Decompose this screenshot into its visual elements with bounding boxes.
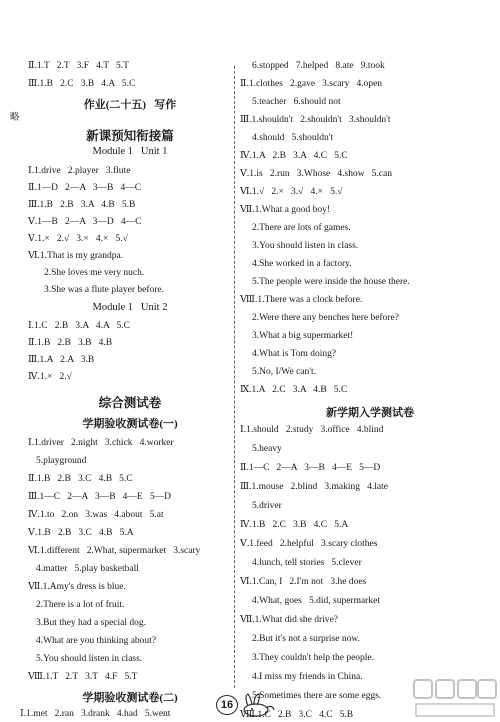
answer-line: Ⅵ.1.√ 2.× 3.√ 4.× 5.√ bbox=[240, 187, 343, 197]
answer-line: 4.She worked in a factory. bbox=[252, 259, 352, 269]
answer-line: 4.What are you thinking about? bbox=[36, 636, 157, 646]
answer-line: Ⅲ.1.shouldn't 2.shouldn't 3.shouldn't bbox=[240, 115, 391, 125]
answer-line: Ⅷ.1.T 2.T 3.T 4.F 5.T bbox=[28, 672, 138, 682]
answer-line: 2.But it's not a surprise now. bbox=[252, 634, 360, 644]
answer-line: 5.heavy bbox=[252, 444, 282, 454]
answer-line: Ⅷ.1.C 2.B 3.C 4.C 5.B bbox=[240, 710, 354, 720]
answer-line: 5.teacher 6.should not bbox=[252, 97, 341, 107]
answer-line: 6.stopped 7.helped 8.ate 9.took bbox=[252, 61, 385, 71]
answer-line: Ⅳ.1.A 2.B 3.A 4.C 5.C bbox=[240, 151, 348, 161]
answer-line: 2.She loves me very nuch. bbox=[44, 268, 145, 278]
answer-line: Ⅲ.1.mouse 2.blind 3.making 4.late bbox=[240, 482, 388, 492]
section-heading: 新学期入学测试卷 bbox=[326, 407, 414, 419]
answer-line: 3.But they had a special dog. bbox=[36, 618, 147, 628]
answer-line: Ⅴ.1—B 2—A 3—D 4—C bbox=[28, 217, 142, 227]
answer-line: 5.You should listen in class. bbox=[36, 654, 143, 664]
section-heading: 综合测试卷 bbox=[98, 396, 162, 410]
answer-line: Ⅴ.1.feed 2.helpful 3.scary clothes bbox=[240, 539, 378, 549]
answer-line: Ⅱ.1—C 2—A 3—B 4—E 5—D bbox=[240, 463, 381, 473]
answer-line: Ⅱ.1.B 2.B 3.C 4.B 5.C bbox=[28, 474, 133, 484]
answer-line: 5.Sometimes there are some eggs. bbox=[252, 691, 382, 701]
section-heading: 学期验收测试卷(一) bbox=[82, 418, 178, 430]
section-heading: 新课预知衔接篇 bbox=[86, 129, 174, 143]
page-footer bbox=[212, 692, 282, 718]
answer-line: 4.matter 5.play basketball bbox=[36, 564, 139, 574]
answer-line: 5.driver bbox=[252, 501, 282, 511]
answer-line: 5.The people were inside the house there. bbox=[252, 277, 410, 287]
watermark-logo-icon bbox=[412, 676, 498, 720]
answer-line: Ⅲ.1—C 2—A 3—B 4—E 5—D bbox=[28, 492, 171, 502]
answer-line: 4.should 5.shouldn't bbox=[252, 133, 334, 143]
answer-line: Ⅸ.1.A 2.C 3.A 4.B 5.C bbox=[240, 385, 348, 395]
answer-line: 5.No, I/We can't. bbox=[252, 367, 316, 377]
page-number: 16 bbox=[216, 695, 238, 715]
section-heading: Module 1 Unit 2 bbox=[92, 302, 168, 313]
answer-line: Ⅰ.1.drive 2.player 3.flute bbox=[28, 166, 131, 176]
bunny-mascot-icon bbox=[238, 692, 278, 718]
answer-line: Ⅴ.1.is 2.run 3.Whose 4.show 5.can bbox=[240, 169, 392, 179]
answer-line: Ⅲ.1.B 2.B 3.A 4.B 5.B bbox=[28, 200, 136, 210]
answer-line: 2.There are lots of games. bbox=[252, 223, 351, 233]
answer-line: Ⅱ.1.B 2.B 3.B 4.B bbox=[28, 338, 113, 348]
answer-line: Ⅳ.1.B 2.C 3.B 4.C 5.A bbox=[240, 520, 349, 530]
answer-line: 2.There is a lot of fruit. bbox=[36, 600, 125, 610]
answer-line: 略 bbox=[10, 113, 20, 123]
answer-line: Ⅲ.1.B 2.C 3.B 4.A 5.C bbox=[28, 79, 136, 89]
answer-line: Ⅶ.1.What a good boy! bbox=[240, 205, 331, 215]
answer-line: 3.They couldn't help the people. bbox=[252, 653, 375, 663]
answer-line: 4.What, goes 5.did, supermarket bbox=[252, 596, 380, 606]
answer-line: 3.She was a flute player before. bbox=[44, 285, 165, 295]
answer-line: 2.Were there any benches here before? bbox=[252, 313, 399, 323]
answer-line: Ⅵ.1.Can, I 2.I'm not 3.he does bbox=[240, 577, 367, 587]
answer-line: 4.What is Tom doing? bbox=[252, 349, 337, 359]
answer-line: Ⅰ.1.met 2.ran 3.drank 4.had 5.went bbox=[20, 709, 171, 719]
section-heading: Module 1 Unit 1 bbox=[92, 146, 168, 157]
answer-line: 4.lunch, tell stories 5.clever bbox=[252, 558, 362, 568]
answer-line: Ⅰ.1.C 2.B 3.A 4.A 5.C bbox=[28, 321, 130, 331]
answer-line: 4.I miss my friends in China. bbox=[252, 672, 363, 682]
answer-line: Ⅲ.1.A 2.A 3.B bbox=[28, 355, 95, 365]
answer-line: Ⅶ.1.Amy's dress is blue. bbox=[28, 582, 126, 592]
answer-line: Ⅷ.1.There was a clock before. bbox=[240, 295, 363, 305]
answer-line: 5.playground bbox=[36, 456, 87, 466]
answer-line: Ⅳ.1.to 2.on 3.was 4.about 5.at bbox=[28, 510, 164, 520]
answer-line: 3.What a big supermarket! bbox=[252, 331, 354, 341]
answer-line: Ⅱ.1—D 2—A 3—B 4—C bbox=[28, 183, 142, 193]
section-heading: 作业(二十五) 写作 bbox=[83, 99, 177, 111]
section-heading: 学期验收测试卷(二) bbox=[82, 692, 178, 704]
answer-line: Ⅱ.1.T 2.T 3.F 4.T 5.T bbox=[28, 61, 129, 71]
answer-line: Ⅵ.1.different 2.What, supermarket 3.scary bbox=[28, 546, 201, 556]
answer-line: Ⅰ.1.should 2.study 3.office 4.blind bbox=[240, 425, 384, 435]
answer-line: Ⅰ.1.driver 2.night 3.chick 4.worker bbox=[28, 438, 174, 448]
answer-line: Ⅴ.1.B 2.B 3.C 4.B 5.A bbox=[28, 528, 134, 538]
column-divider bbox=[234, 66, 235, 688]
answer-line: 3.You should listen in class. bbox=[252, 241, 359, 251]
answer-line: Ⅵ.1.That is my grandpa. bbox=[28, 251, 124, 261]
answer-line: Ⅴ.1.× 2.√ 3.× 4.× 5.√ bbox=[28, 234, 128, 244]
answer-line: Ⅶ.1.What did she drive? bbox=[240, 615, 338, 625]
answer-line: Ⅱ.1.clothes 2.gave 3.scary 4.open bbox=[240, 79, 383, 89]
answer-line: Ⅳ.1.× 2.√ bbox=[28, 372, 72, 382]
